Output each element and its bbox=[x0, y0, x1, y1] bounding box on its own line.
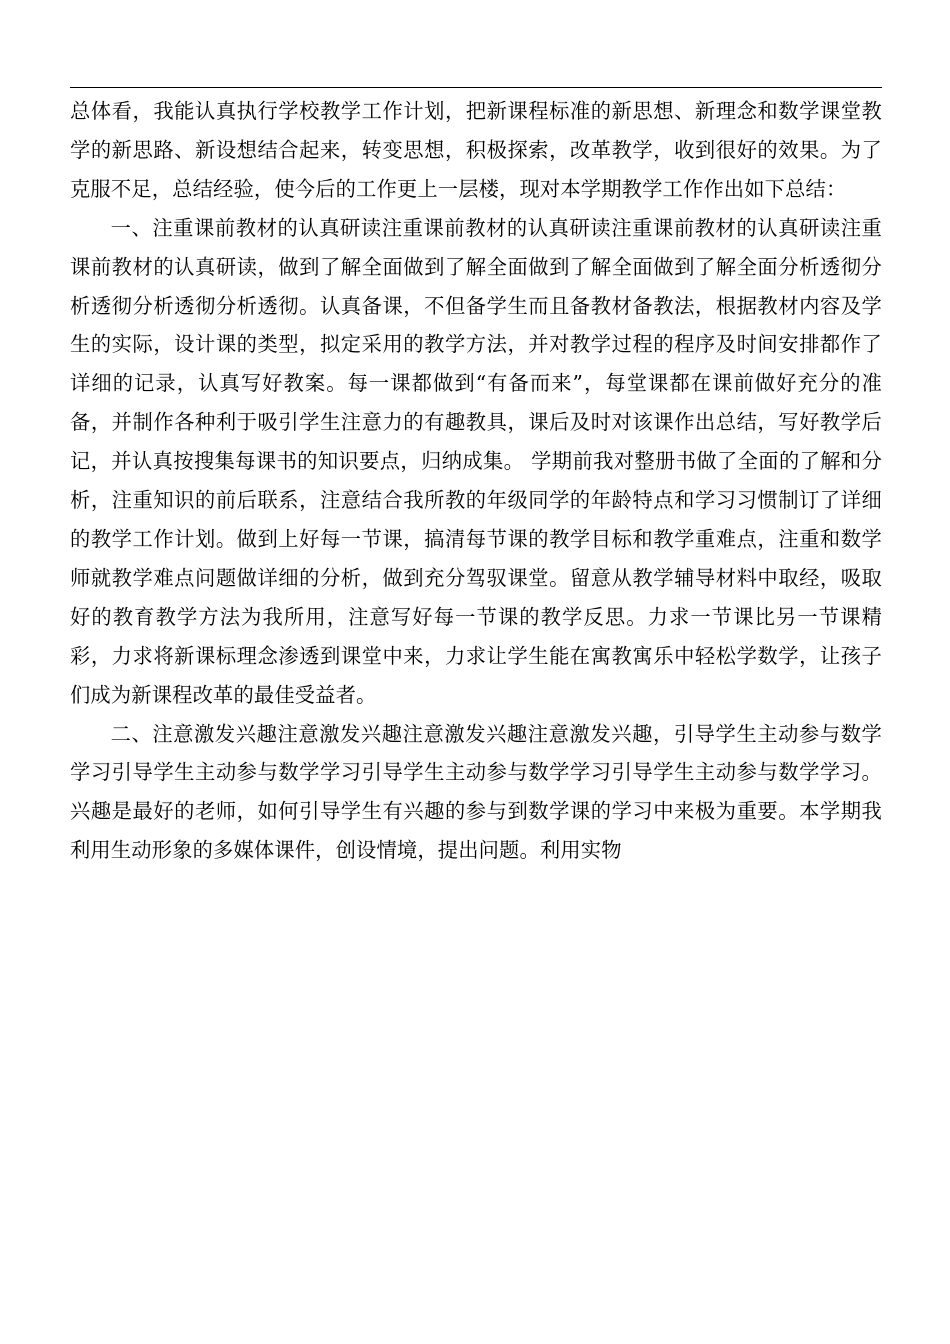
section-two-paragraph: 二、注意激发兴趣注意激发兴趣注意激发兴趣注意激发兴趣，引导学生主动参与数学学习引导学生主动参与数学学习引导学生主动参与数学学习引导学生主动参与数学学习。兴趣是最好的老师，如何引导学生有兴趣的参与到数学课的学习中来极为重要。本学期我利用生动形象的多媒体课件，创设情境，提出问题。利用实物 bbox=[70, 721, 882, 863]
document-body bbox=[70, 92, 882, 870]
section-one-paragraph: 一、注重课前教材的认真研读注重课前教材的认真研读注重课前教材的认真研读注重课前教材的认真研读，做到了解全面做到了解全面做到了解全面做到了解全面分析透彻分析透彻分析透彻分析透彻。认真备课，不但备学生而且备教材备教法，根据教材内容及学生的实际，设计课的类型，拟定采用的教学方法，并对教学过程的程序及时间安排都作了详细的记录，认真写好教案。每一课都做到“有备而来”，每堂课都在课前做好充分的准备，并制作各种利于吸引学生注意力的有趣教具，课后及时对该课作出总结，写好教学后记，并认真按搜集每课书的知识要点，归纳成集。 学期前我对整册书做了全面的了解和分析，注重知识的前后联系，注意结合我所教的年级同学的年龄特点和学习习惯制订了详细的教学工作计划。做到上好每一节课，搞清每节课的教学目标和教学重难点，注重和数学师就教学难点问题做详细的分析，做到充分驾驭课堂。留意从教学辅导材料中取经，吸取好的教育教学方法为我所用，注意写好每一节课的教学反思。力求一节课比另一节课精彩，力求将新课标理念渗透到课堂中来，力求让学生能在寓教寓乐中轻松学数学，让孩子们成为新课程改革的最佳受益者。 bbox=[70, 215, 882, 707]
intro-paragraph: 总体看，我能认真执行学校教学工作计划，把新课程标准的新思想、新理念和数学课堂教学的新思路、新设想结合起来，转变思想，积极探索，改革教学，收到很好的效果。为了克服不足，总结经验，使今后的工作更上一层楼，现对本学期教学工作作出如下总结： bbox=[70, 99, 882, 201]
header-rule bbox=[70, 87, 882, 88]
